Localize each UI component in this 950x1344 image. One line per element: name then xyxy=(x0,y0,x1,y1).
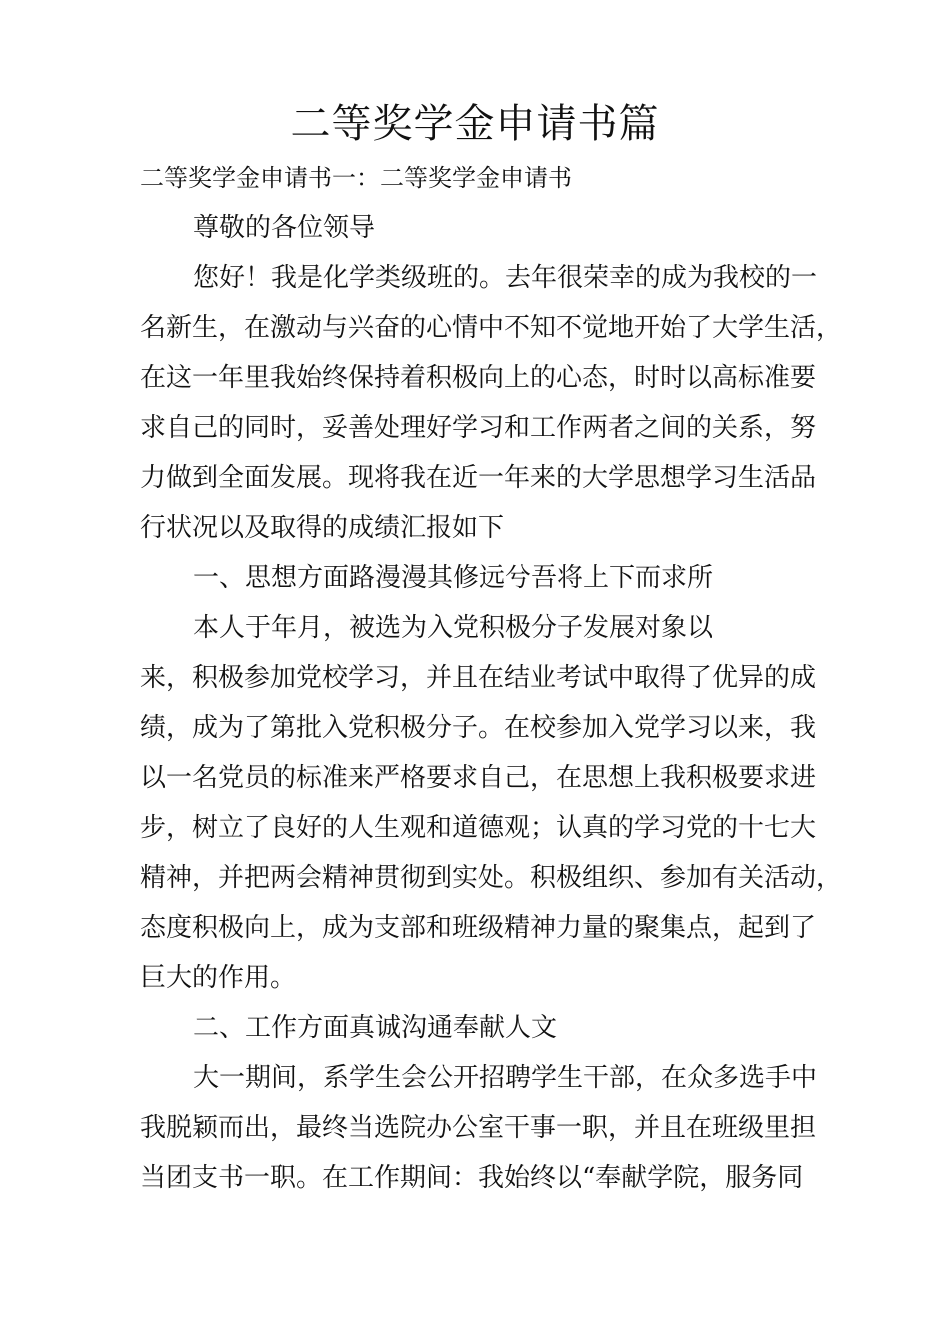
paragraph-line: 绩，成为了第批入党积极分子。在校参加入党学习以来，我 xyxy=(140,713,817,743)
paragraph-line: 当团支书一职。在工作期间：我始终以“奉献学院，服务同 xyxy=(140,1163,804,1193)
paragraph-line: 态度积极向上，成为支部和班级精神力量的聚集点，起到了 xyxy=(140,913,817,943)
paragraph-line: 我脱颖而出，最终当选院办公室干事一职，并且在班级里担 xyxy=(140,1113,817,1143)
paragraph-line: 大一期间，系学生会公开招聘学生干部，在众多选手中 xyxy=(193,1063,818,1093)
paragraph-line: 求自己的同时，妥善处理好学习和工作两者之间的关系，努 xyxy=(140,413,817,443)
paragraph-line: 您好！我是化学类级班的。去年很荣幸的成为我校的一 xyxy=(193,263,818,293)
section-heading: 二、工作方面真诚沟通奉献人文 xyxy=(193,1013,558,1043)
paragraph-line: 行状况以及取得的成绩汇报如下 xyxy=(140,513,505,543)
section-heading: 一、思想方面路漫漫其修远兮吾将上下而求所 xyxy=(193,563,714,593)
document-title: 二等奖学金申请书篇 xyxy=(290,101,660,147)
salutation-line: 尊敬的各位领导 xyxy=(193,213,376,243)
paragraph-line: 以一名党员的标准来严格要求自己，在思想上我积极要求进 xyxy=(140,763,817,793)
paragraph-line: 步，树立了良好的人生观和道德观；认真的学习党的十七大 xyxy=(140,813,817,843)
paragraph-line: 名新生，在激动与兴奋的心情中不知不觉地开始了大学生活， xyxy=(140,313,843,343)
paragraph-line: 在这一年里我始终保持着积极向上的心态，时时以高标准要 xyxy=(140,363,817,393)
paragraph-line: 力做到全面发展。现将我在近一年来的大学思想学习生活品 xyxy=(140,463,817,493)
subtitle-line: 二等奖学金申请书一：二等奖学金申请书 xyxy=(140,164,572,192)
paragraph-line: 精神，并把两会精神贯彻到实处。积极组织、参加有关活动， xyxy=(140,863,843,893)
paragraph-line: 来，积极参加党校学习，并且在结业考试中取得了优异的成 xyxy=(140,663,817,693)
paragraph-line: 巨大的作用。 xyxy=(140,963,297,993)
paragraph-line: 本人于年月，被选为入党积极分子发展对象以 xyxy=(193,613,714,643)
